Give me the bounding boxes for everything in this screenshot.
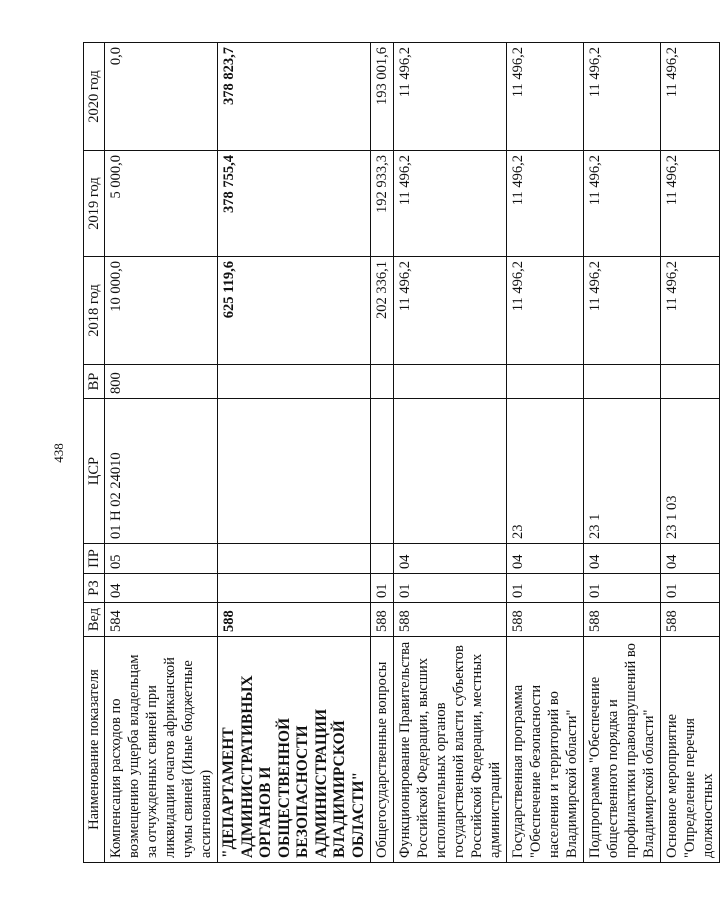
cell-rz [218,574,371,603]
cell-2020: 193 001,6 [371,43,394,151]
cell-pr: 04 [507,544,584,574]
table-row [394,43,507,863]
cell-2019: 11 496,2 [584,151,661,257]
cell-name: Компенсация расходов по возмещению ущерба владельцам за отчужденных свиней при ликвидации очагов африканской чумы свиней (Иные бюджетные ассигнования) [105,637,218,863]
cell-name: Подпрограмма "Обеспечение общественного порядка и профилактики правонарушений во Владимирской области" [584,637,661,863]
cell-rz: 01 [584,574,661,603]
cell-vr [394,365,507,399]
cell-2019: 11 496,2 [394,151,507,257]
cell-pr: 05 [105,544,218,574]
cell-2020: 11 496,2 [394,43,507,151]
cell-rz: 01 [371,574,394,603]
budget-table [83,42,720,863]
header-pr: ПР [84,544,105,574]
cell-2020: 11 496,2 [661,43,720,151]
header-ved: Вед [84,603,105,637]
cell-pr: 04 [394,544,507,574]
cell-pr [218,544,371,574]
cell-vr: 800 [105,365,218,399]
cell-2020: 11 496,2 [507,43,584,151]
cell-2018: 202 336,1 [371,257,394,365]
table-row [507,43,584,863]
table-row [105,43,218,863]
cell-rz: 01 [394,574,507,603]
cell-name: "ДЕПАРТАМЕНТ АДМИНИСТРАТИВНЫХ ОРГАНОВ И ОБЩЕСТВЕННОЙ БЕЗОПАСНОСТИ АДМИНИСТРАЦИИ ВЛАДИМИРСКОЙ ОБЛАСТИ" [218,637,371,863]
cell-name: Общегосударственные вопросы [371,637,394,863]
cell-2018: 11 496,2 [394,257,507,365]
table-row-department [218,43,371,863]
cell-2020: 11 496,2 [584,43,661,151]
header-2020: 2020 год [84,43,105,151]
cell-ved: 588 [507,603,584,637]
cell-2018: 625 119,6 [218,257,371,365]
cell-vr [584,365,661,399]
cell-2019: 5 000,0 [105,151,218,257]
cell-2018: 11 496,2 [507,257,584,365]
cell-ved: 588 [371,603,394,637]
cell-2018: 10 000,0 [105,257,218,365]
cell-ved: 588 [661,603,720,637]
table-row [661,43,720,863]
cell-name: Государственная программа "Обеспечение безопасности населения и территорий во Владимирской области" [507,637,584,863]
cell-vr [371,365,394,399]
table-row [371,43,394,863]
cell-name: Основное мероприятие "Определение перечня должностных [661,637,720,863]
table-header-row [84,43,105,863]
cell-name: Функционирование Правительства Российской Федерации, высших исполнительных органов государственной власти субъектов Российской Федерации, местных администраций [394,637,507,863]
header-2019: 2019 год [84,151,105,257]
cell-2020: 378 823,7 [218,43,371,151]
cell-pr: 04 [661,544,720,574]
cell-csr [394,399,507,544]
cell-csr: 23 [507,399,584,544]
cell-csr: 23 1 [584,399,661,544]
rotated-page-content [83,43,716,863]
cell-2019: 192 933,3 [371,151,394,257]
header-csr: ЦСР [84,399,105,544]
cell-csr: 23 1 03 [661,399,720,544]
cell-csr: 01 Н 02 24010 [105,399,218,544]
cell-ved: 584 [105,603,218,637]
cell-2018: 11 496,2 [584,257,661,365]
cell-2019: 11 496,2 [661,151,720,257]
cell-2020: 0,0 [105,43,218,151]
header-vr: ВР [84,365,105,399]
header-2018: 2018 год [84,257,105,365]
cell-ved: 588 [394,603,507,637]
header-rz: РЗ [84,574,105,603]
cell-2019: 378 755,4 [218,151,371,257]
cell-rz: 01 [507,574,584,603]
cell-vr [661,365,720,399]
cell-ved: 588 [584,603,661,637]
page-number: 438 [51,443,66,463]
cell-pr [371,544,394,574]
cell-rz: 01 [661,574,720,603]
cell-2019: 11 496,2 [507,151,584,257]
cell-vr [218,365,371,399]
header-name: Наименование показателя [84,637,105,863]
cell-2018: 11 496,2 [661,257,720,365]
cell-rz: 04 [105,574,218,603]
cell-csr [218,399,371,544]
table-row [584,43,661,863]
cell-ved: 588 [218,603,371,637]
cell-pr: 04 [584,544,661,574]
cell-vr [507,365,584,399]
cell-csr [371,399,394,544]
